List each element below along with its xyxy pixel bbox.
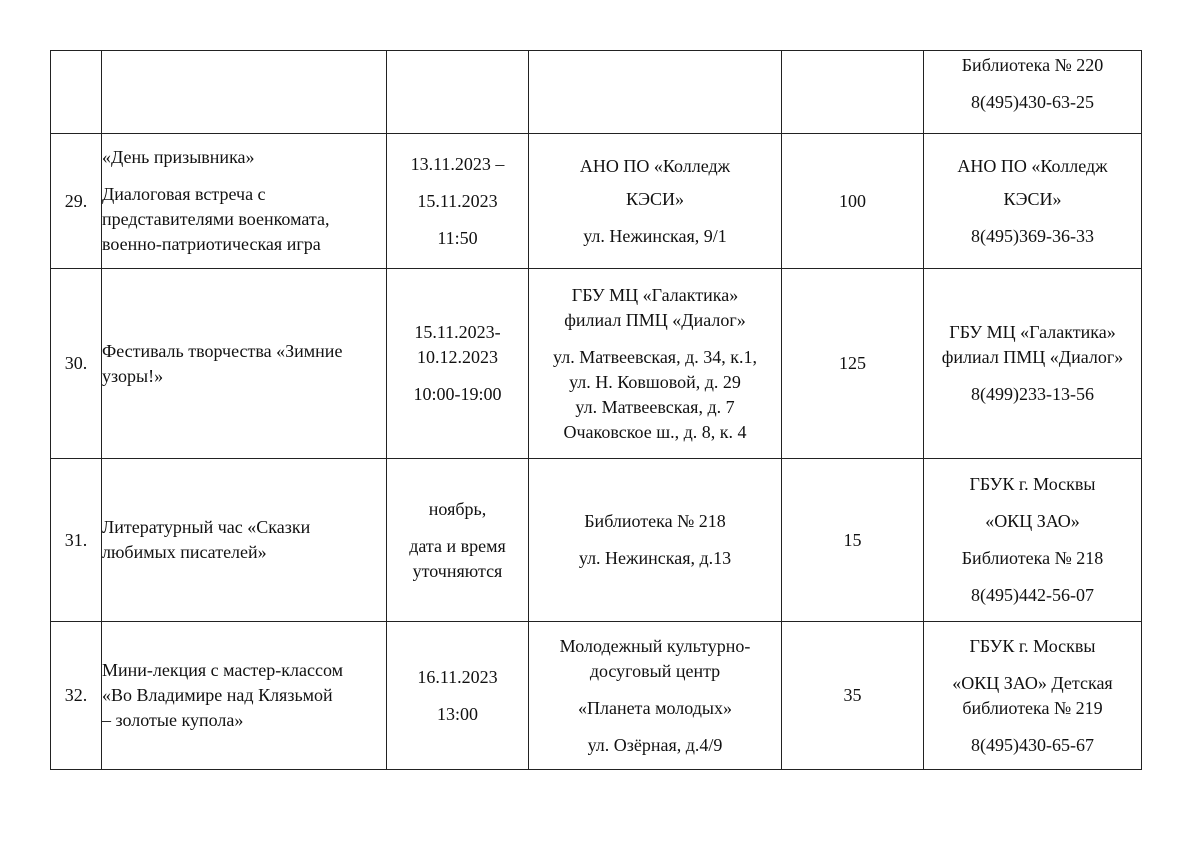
event-date-line: 13.11.2023 – <box>410 153 505 174</box>
event-place-line: ул. Нежинская, 9/1 <box>583 225 727 246</box>
row-number: 29. <box>51 134 102 269</box>
organizer-line: «ОКЦ ЗАО» Детская <box>952 672 1113 693</box>
table-row <box>51 459 1142 622</box>
event-date-line: уточняются <box>412 560 503 581</box>
row-number: 31. <box>51 459 102 622</box>
table-row <box>51 134 1142 269</box>
row-number: 32. <box>51 622 102 770</box>
event-place-line: Молодежный культурно- <box>559 635 751 656</box>
table-row <box>51 269 1142 459</box>
organizer <box>924 459 1142 622</box>
event-place-line: ГБУ МЦ «Галактика» <box>571 284 739 305</box>
event-place-line: «Планета молодых» <box>577 697 733 718</box>
event-date-line: 10.12.2023 <box>417 347 498 367</box>
participants-count: 125 <box>782 269 924 459</box>
organizer-line: 8(495)430-65-67 <box>971 734 1094 755</box>
event-name-line: Диалоговая встреча с <box>102 184 266 204</box>
organizer <box>924 134 1142 269</box>
event-date <box>387 134 529 269</box>
participants-count: 35 <box>782 622 924 770</box>
event-date <box>387 622 529 770</box>
event-name-line: Фестиваль творчества «Зимние <box>102 340 343 361</box>
participants-count: 100 <box>782 134 924 269</box>
organizer-line: ГБУ МЦ «Галактика» <box>949 322 1116 342</box>
participants-count: 15 <box>782 459 924 622</box>
event-name-line: военно-патриотическая игра <box>102 234 321 254</box>
events-table <box>50 50 1142 770</box>
event-place-line: ул. Матвеевская, д. 7 <box>575 396 735 417</box>
event-date-line: 15.11.2023- <box>414 322 501 342</box>
event-date-line: 15.11.2023 <box>417 190 498 211</box>
organizer-line: ГБУК г. Москвы <box>969 635 1096 656</box>
organizer-line: 8(495)369-36-33 <box>971 225 1094 246</box>
organizer-line: ГБУК г. Москвы <box>969 474 1096 494</box>
event-place <box>529 269 782 459</box>
organizer-line: КЭСИ» <box>1003 188 1062 209</box>
event-name-line: «Во Владимире над Клязьмой <box>102 685 333 705</box>
organizer-line: 8(499)233-13-56 <box>971 384 1094 404</box>
event-place-line: ул. Нежинская, д.13 <box>578 548 732 568</box>
event-date-line: 16.11.2023 <box>417 666 498 687</box>
organizer-line: 8(495)442-56-07 <box>971 585 1094 605</box>
event-place <box>529 51 782 134</box>
event-name-line: Мини-лекция с мастер-классом <box>102 660 343 680</box>
event-date <box>387 459 529 622</box>
participants-count <box>782 51 924 134</box>
event-date <box>387 51 529 134</box>
event-place-line: ул. Матвеевская, д. 34, к.1, <box>553 346 757 367</box>
event-date-line: ноябрь, <box>428 498 487 519</box>
table-row <box>51 51 1142 134</box>
organizer-line: АНО ПО «Колледж <box>957 155 1108 176</box>
organizer-line: «ОКЦ ЗАО» <box>985 511 1080 531</box>
event-name-line: представителями военкомата, <box>102 209 330 229</box>
event-date-line: 13:00 <box>436 703 478 724</box>
event-date <box>387 269 529 459</box>
event-name <box>102 269 387 459</box>
event-name-line: любимых писателей» <box>102 542 267 562</box>
organizer-line: библиотека № 219 <box>962 697 1103 718</box>
event-date-line: 10:00-19:00 <box>413 384 502 404</box>
event-place <box>529 459 782 622</box>
event-name <box>102 51 387 134</box>
organizer-line: Библиотека № 220 <box>961 55 1104 75</box>
row-number: 30. <box>51 269 102 459</box>
event-place-line: КЭСИ» <box>625 188 685 209</box>
event-place-line: АНО ПО «Колледж <box>579 155 731 176</box>
event-name <box>102 134 387 269</box>
event-name <box>102 459 387 622</box>
event-place-line: ул. Озёрная, д.4/9 <box>587 734 723 755</box>
organizer-line: Библиотека № 218 <box>961 548 1104 568</box>
event-date-line: 11:50 <box>437 227 478 248</box>
organizer-line: филиал ПМЦ «Диалог» <box>941 347 1124 367</box>
organizer <box>924 269 1142 459</box>
event-place-line: филиал ПМЦ «Диалог» <box>564 309 746 330</box>
event-name-line: узоры!» <box>102 365 164 386</box>
organizer-line: 8(495)430-63-25 <box>971 92 1094 112</box>
event-place-line: Библиотека № 218 <box>584 511 726 531</box>
event-place-line: досуговый центр <box>589 660 721 681</box>
event-name-line: – золотые купола» <box>102 710 244 730</box>
row-number <box>51 51 102 134</box>
event-place-line: ул. Н. Ковшовой, д. 29 <box>569 371 741 392</box>
event-date-line: дата и время <box>409 535 506 556</box>
organizer <box>924 51 1142 134</box>
event-name-line: Литературный час «Сказки <box>102 517 311 537</box>
event-name <box>102 622 387 770</box>
event-place-line: Очаковское ш., д. 8, к. 4 <box>563 421 747 442</box>
event-place <box>529 134 782 269</box>
table-row <box>51 622 1142 770</box>
event-name-line: «День призывника» <box>102 147 255 167</box>
event-place <box>529 622 782 770</box>
organizer <box>924 622 1142 770</box>
